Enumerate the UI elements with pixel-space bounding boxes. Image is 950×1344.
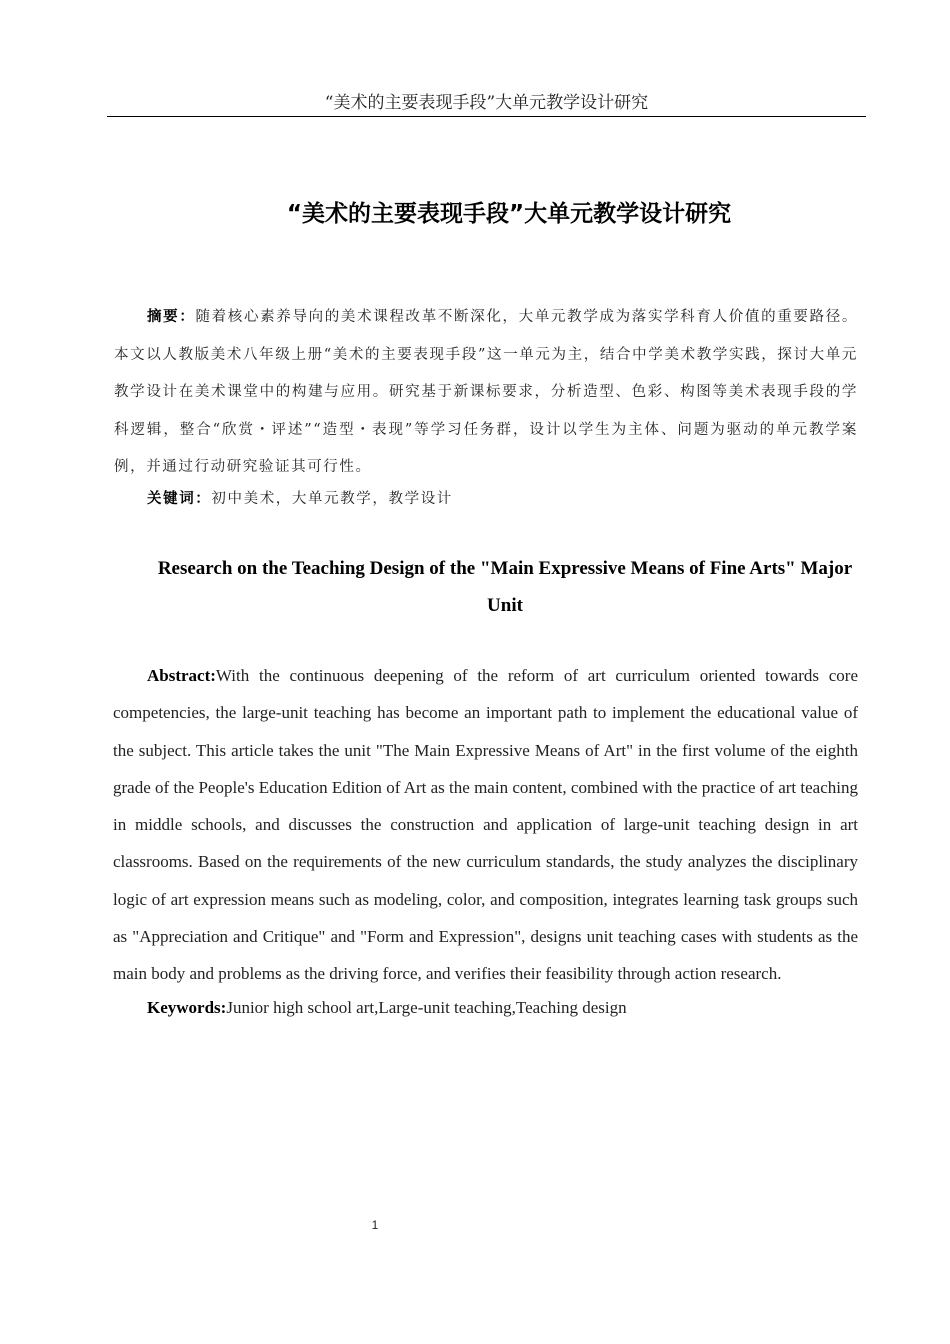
chinese-abstract [114,298,858,487]
chinese-keywords-label: 关键词： [147,490,212,507]
english-abstract-text: With the continuous deepening of the reform of art curriculum oriented towards core competencies, the large-unit teaching has become an important path to implement the educational value of the subject. This article takes the unit "The Main Expressive Means of Art" in the first volume of the eighth grade of the People's Education Edition of Art as the main content, combined with the practice of art teaching in middle schools, and discusses the construction and application of large-unit teaching design in art classrooms. Based on the requirements of the new curriculum standards, the study analyzes the disciplinary logic of art expression means such as modeling, color, and composition, integrates learning task groups such as "Appreciation and Critique" and "Form and Expression", designs unit teaching cases with students as the main body and problems as the driving force, and verifies their feasibility through action research. [113,666,858,984]
chinese-title: “美术的主要表现手段”大单元教学设计研究 [286,201,732,227]
running-header-title: “美术的主要表现手段”大单元教学设计研究 [324,93,649,113]
english-title: Research on the Teaching Design of the "Main Expressive Means of Fine Arts" Major Unit [157,558,853,616]
chinese-abstract-text: 随着核心素养导向的美术课程改革不断深化，大单元教学成为落实学科育人价值的重要路径。本文以人教版美术八年级上册“美术的主要表现手段”这一单元为主，结合中学美术教学实践，探讨大单元教学设计在美术课堂中的构建与应用。研究基于新课标要求，分析造型、色彩、构图等美术表现手段的学科逻辑，整合“欣赏・评述”“造型・表现”等学习任务群，设计以学生为主体、问题为驱动的单元教学案例，并通过行动研究验证其可行性。 [114,309,858,475]
english-abstract [113,657,858,993]
english-keywords-label: Keywords: [147,998,227,1017]
english-keywords [113,993,858,1023]
english-keywords-text: Junior high school art,Large-unit teaching,Teaching design [226,998,627,1017]
chinese-keywords [114,484,858,514]
chinese-keywords-text: 初中美术，大单元教学，教学设计 [211,491,453,507]
page-number: 1 [371,1218,379,1232]
running-header [107,92,866,117]
chinese-abstract-label: 摘要： [147,308,196,325]
english-abstract-label: Abstract: [147,666,216,685]
